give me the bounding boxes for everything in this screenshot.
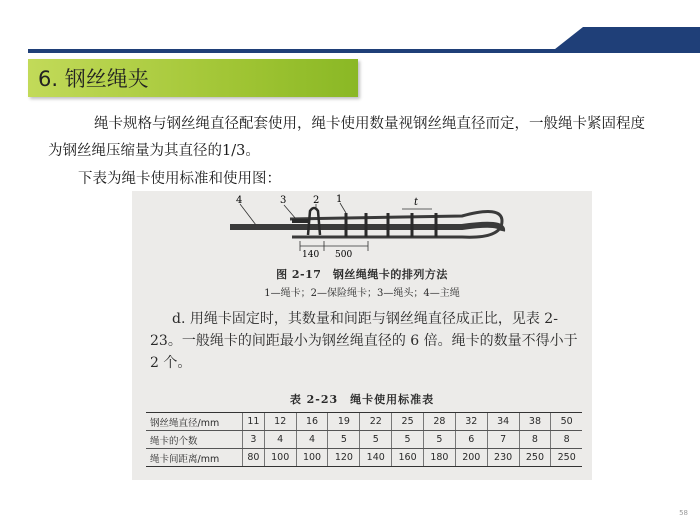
table-cell: 5 <box>328 431 360 449</box>
figure-label-t: t <box>414 197 419 208</box>
table-cell: 19 <box>328 413 360 431</box>
wire-rope-clip-diagram <box>132 191 592 266</box>
table-cell: 100 <box>296 449 328 467</box>
table-cell: 5 <box>424 431 456 449</box>
table-cell: 120 <box>328 449 360 467</box>
table-cell: 3 <box>243 431 265 449</box>
row-header: 钢丝绳直径/mm <box>146 413 243 431</box>
table-cell: 12 <box>264 413 296 431</box>
figure-caption: 图 2-17 钢丝绳绳卡的排列方法 <box>276 268 448 281</box>
figure-label-3: 3 <box>280 195 287 206</box>
table-cell: 250 <box>551 449 582 467</box>
table-cell: 34 <box>487 413 519 431</box>
table-cell: 6 <box>455 431 487 449</box>
table-title: 表 2-23 绳卡使用标准表 <box>289 393 435 406</box>
table-cell: 250 <box>519 449 551 467</box>
table-cell: 16 <box>296 413 328 431</box>
row-header: 绳卡的个数 <box>146 431 243 449</box>
table-cell: 100 <box>264 449 296 467</box>
figure-legend: 1—绳卡；2—保险绳卡；3—绳头；4—主绳 <box>264 288 460 299</box>
figure-label-4: 4 <box>236 195 243 206</box>
table-cell: 180 <box>424 449 456 467</box>
table-cell: 5 <box>392 431 424 449</box>
table-row <box>146 431 582 449</box>
table-cell: 50 <box>551 413 582 431</box>
table-cell: 32 <box>455 413 487 431</box>
section-title-text: 6. 钢丝绳夹 <box>38 67 149 91</box>
header-band <box>28 49 700 53</box>
table-cell: 25 <box>392 413 424 431</box>
table-cell: 8 <box>519 431 551 449</box>
dimension-500: 500 <box>335 250 353 260</box>
figure-label-2: 2 <box>313 195 320 206</box>
table-cell: 4 <box>264 431 296 449</box>
figure-label-1: 1 <box>336 194 343 205</box>
table-cell: 38 <box>519 413 551 431</box>
safety-clip <box>308 208 320 235</box>
table-row <box>146 449 582 467</box>
section-title <box>28 59 358 97</box>
clip-standard-table <box>146 412 582 467</box>
body-paragraph-2: 下表为绳卡使用标准和使用图： <box>78 171 281 187</box>
table-cell: 140 <box>360 449 392 467</box>
table-cell: 8 <box>551 431 582 449</box>
table-cell: 22 <box>360 413 392 431</box>
table-cell: 80 <box>243 449 265 467</box>
table-cell: 11 <box>243 413 265 431</box>
body-paragraph-1: 绳卡规格与钢丝绳直径配套使用，绳卡使用数量视钢丝绳直径而定，一般绳卡紧固程度为钢丝绳压缩量为其直径的1/3。 <box>48 116 645 159</box>
table-cell: 4 <box>296 431 328 449</box>
textbook-scan-image <box>132 191 592 480</box>
table-cell: 160 <box>392 449 424 467</box>
table-cell: 200 <box>455 449 487 467</box>
book-paragraph: d. 用绳卡固定时，其数量和间距与钢丝绳直径成正比，见表 2-23。一般绳卡的间距最小为钢丝绳直径的 6 倍。绳卡的数量不得小于 2 个。 <box>150 311 578 371</box>
table-cell: 28 <box>424 413 456 431</box>
dimension-140: 140 <box>302 250 320 260</box>
table-row <box>146 413 582 431</box>
page-number: 58 <box>679 509 688 517</box>
row-header: 绳卡间距离/mm <box>146 449 243 467</box>
table-cell: 7 <box>487 431 519 449</box>
table-cell: 5 <box>360 431 392 449</box>
table-cell: 230 <box>487 449 519 467</box>
